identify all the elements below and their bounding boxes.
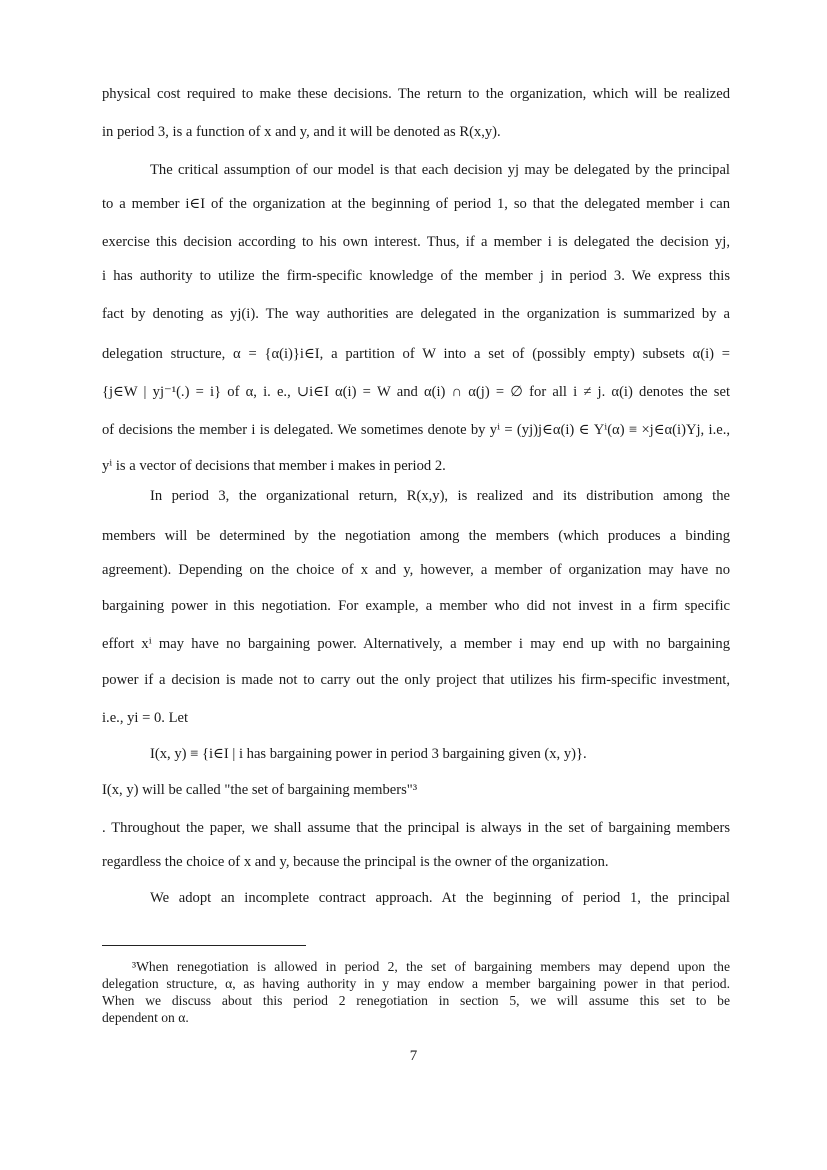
text-line: . Throughout the paper, we shall assume that the principal is always in the set of bargaining members: [102, 820, 730, 836]
text-line: members will be determined by the negotiation among the members (which produces a binding: [102, 528, 730, 544]
text-line: The critical assumption of our model is that each decision yj may be delegated by the principal: [150, 162, 730, 178]
text-line: regardless the choice of x and y, because the principal is the owner of the organization.: [102, 854, 609, 870]
text-line: in period 3, is a function of x and y, and it will be denoted as R(x,y).: [102, 124, 501, 140]
text-line: i.e., yi = 0. Let: [102, 710, 189, 726]
text-line: physical cost required to make these decisions. The return to the organization, which will be realized: [102, 86, 730, 102]
text-line: effort xⁱ may have no bargaining power. Alternatively, a member i may end up with no bargaining: [102, 636, 730, 652]
footnote-line: delegation structure, α, as having authority in y may endow a member bargaining power in that period.: [102, 976, 730, 991]
text-line: fact by denoting as yj(i). The way authorities are delegated in the organization is summarized by a: [102, 306, 730, 322]
text-line: i has authority to utilize the firm-specific knowledge of the member j in period 3. We express this: [102, 268, 730, 284]
footnote-line: dependent on α.: [102, 1010, 189, 1025]
footnote-line: When we discuss about this period 2 renegotiation in section 5, we will assume this set to be: [102, 993, 730, 1008]
text-line: to a member i∈I of the organization at the beginning of period 1, so that the delegated member i can: [102, 196, 730, 212]
text-line: I(x, y) will be called "the set of bargaining members"³: [102, 782, 418, 798]
text-line: I(x, y) ≡ {i∈I | i has bargaining power in period 3 bargaining given (x, y)}.: [150, 746, 587, 762]
text-line: power if a decision is made not to carry out the only project that utilizes his firm-specific investment,: [102, 672, 730, 688]
footnote-rule: [102, 945, 306, 946]
text-line: yⁱ is a vector of decisions that member i makes in period 2.: [102, 458, 446, 474]
text-line: We adopt an incomplete contract approach. At the beginning of period 1, the principal: [150, 890, 730, 906]
page-number: 7: [409, 1048, 418, 1064]
text-line: delegation structure, α = {α(i)}i∈I, a partition of W into a set of (possibly empty) subsets α(i) =: [102, 346, 730, 362]
footnote-line: ³When renegotiation is allowed in period 2, the set of bargaining members may depend upon the: [132, 959, 730, 974]
text-line: bargaining power in this negotiation. For example, a member who did not invest in a firm specific: [102, 598, 730, 614]
text-line: agreement). Depending on the choice of x and y, however, a member of organization may have no: [102, 562, 730, 578]
text-line: {j∈W | yj⁻¹(.) = i} of α, i. e., ∪i∈I α(i) = W and α(i) ∩ α(j) = ∅ for all i ≠ j. α(i) denotes the set: [102, 384, 730, 400]
text-line: exercise this decision according to his own interest. Thus, if a member i is delegated the decision yj,: [102, 234, 730, 250]
text-line: of decisions the member i is delegated. We sometimes denote by yⁱ = (yj)j∈α(i) ∈ Yⁱ(α) ≡ ×j∈α(i)Yj, i.e.,: [102, 422, 730, 438]
text-line: In period 3, the organizational return, R(x,y), is realized and its distribution among the: [150, 488, 730, 504]
